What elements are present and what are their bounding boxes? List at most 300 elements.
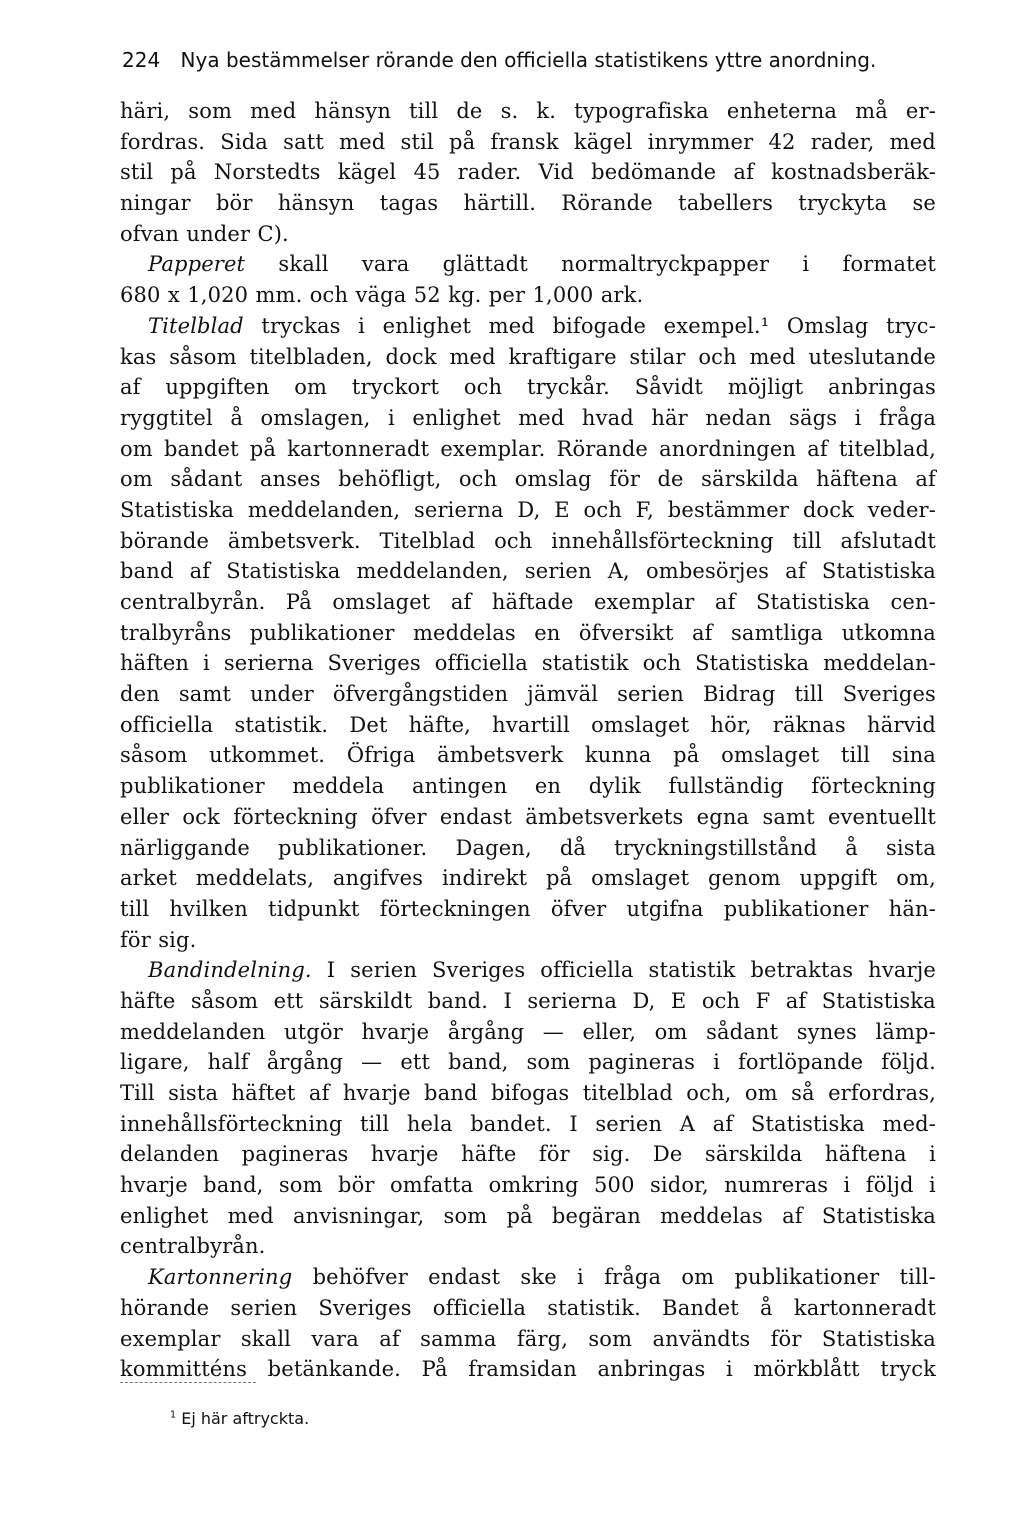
word: i <box>928 1173 936 1198</box>
word: här <box>651 405 688 430</box>
word: Dagen, <box>455 835 532 860</box>
word: tagas <box>379 191 439 216</box>
word: hvarje <box>120 1173 188 1198</box>
word: hör, <box>710 712 752 737</box>
text-line <box>120 863 936 894</box>
word: sägs <box>789 405 838 430</box>
word: bandet. <box>470 1111 552 1136</box>
word: typografiska <box>574 99 709 123</box>
word: så <box>791 1081 815 1105</box>
word: Sveriges <box>318 1295 412 1320</box>
word: hänsyn <box>277 191 355 216</box>
text-line <box>120 1293 936 1324</box>
word: för <box>770 1326 802 1351</box>
word: den <box>120 682 160 707</box>
text-line <box>120 1262 936 1293</box>
word: hörande <box>120 1295 210 1320</box>
word: förteckningen <box>379 896 531 921</box>
word: omslag <box>514 467 592 492</box>
word: omslaget <box>721 743 820 768</box>
word: sista <box>168 1081 219 1105</box>
word: för <box>120 927 151 952</box>
word: serien <box>524 559 592 584</box>
word: tryckår. <box>527 375 610 400</box>
paragraph-heading: Kartonnering <box>148 1265 293 1290</box>
word: 45 <box>413 160 441 185</box>
word: i <box>713 1050 720 1075</box>
word: På <box>285 590 312 614</box>
word: och <box>458 467 498 492</box>
word: om, <box>896 866 936 891</box>
word: i <box>929 1142 936 1167</box>
word: och <box>642 651 682 676</box>
text-line <box>120 618 936 649</box>
word: såsom <box>190 988 259 1013</box>
word: uteslutande <box>808 344 936 369</box>
word: kas <box>120 344 157 369</box>
word: publikationer <box>734 1265 880 1290</box>
word: sig. <box>158 927 197 952</box>
word: öfver <box>371 804 427 829</box>
text-line <box>120 710 936 741</box>
word: utgifna <box>626 896 704 921</box>
word: meddelanden <box>120 1019 266 1044</box>
text-line <box>120 925 936 956</box>
word: öfversikt <box>578 620 674 645</box>
word: Öfriga <box>346 743 416 768</box>
text-line <box>120 157 936 188</box>
word: band, <box>203 1173 264 1198</box>
word: ämbetsverk. <box>227 528 361 553</box>
word: I <box>569 1111 578 1136</box>
word: på <box>506 1203 533 1228</box>
page-number: 224 <box>122 48 161 72</box>
text-line <box>120 1170 936 1201</box>
word: under <box>186 221 251 246</box>
word: 1,000 <box>532 283 594 308</box>
word: med <box>227 1203 274 1228</box>
word: som <box>526 1050 571 1075</box>
word: en <box>534 620 561 645</box>
word: kunna <box>584 743 652 768</box>
word: må <box>855 99 888 123</box>
word: serierna <box>527 988 618 1013</box>
text-line <box>120 249 936 280</box>
word: Rörande <box>556 436 648 461</box>
word: Statistiska <box>226 559 341 584</box>
word: Sida <box>220 129 268 154</box>
word: innehållsförteckning <box>120 1111 343 1136</box>
word: vara <box>361 252 410 277</box>
word: rader, <box>810 129 875 154</box>
word: tryckas <box>261 313 341 338</box>
word: stilar <box>629 344 686 369</box>
word: tralbyråns <box>120 620 232 645</box>
word: kartonneradt <box>287 436 430 461</box>
word: tryck <box>880 1357 936 1382</box>
text-line <box>120 403 936 434</box>
word: s. <box>500 99 519 123</box>
word: antingen <box>411 774 508 799</box>
text-line <box>120 464 936 495</box>
word: af <box>120 375 141 400</box>
word: mm. <box>255 283 303 308</box>
word: 500 <box>594 1173 635 1198</box>
word: publikationer <box>249 620 395 645</box>
word: centralbyrån. <box>120 1234 266 1259</box>
word: meddelas <box>660 1203 763 1228</box>
word: af <box>692 620 713 645</box>
word: I <box>503 988 512 1013</box>
text-line <box>120 1139 936 1170</box>
word: härtill. <box>463 191 537 216</box>
word: under <box>250 682 314 707</box>
word: mörkblått <box>753 1357 860 1382</box>
word: sidor, <box>649 1173 709 1198</box>
word: i <box>577 1265 584 1290</box>
word: per <box>488 283 526 308</box>
running-title: Nya bestämmelser rörande den officiella statistikens yttre anordning. <box>180 48 877 72</box>
word: band <box>120 559 174 584</box>
text-line <box>120 587 936 618</box>
word: Bidrag <box>702 682 776 707</box>
word: titelblad, <box>838 436 936 461</box>
word: statistik <box>541 651 629 676</box>
word: meddela <box>292 774 385 799</box>
word: se <box>912 191 936 216</box>
word: förteckning <box>811 774 936 799</box>
text-line <box>120 833 936 864</box>
word: å <box>845 835 858 860</box>
word: statistik <box>648 958 736 983</box>
word: på <box>448 129 476 154</box>
word: utkomna <box>841 620 936 645</box>
word: ofvan <box>120 221 180 246</box>
word: Statistiska <box>821 1326 936 1351</box>
word: omslaget <box>332 590 431 614</box>
word: tryckyta <box>798 191 888 216</box>
word: af <box>785 988 807 1013</box>
word: om <box>120 467 153 492</box>
word: särskilda <box>704 1142 803 1167</box>
text-line <box>120 372 936 403</box>
text-line <box>120 1201 936 1232</box>
footnote <box>170 1409 309 1429</box>
word: exemplar <box>120 1326 221 1351</box>
word: bestämmer <box>667 497 790 522</box>
text-line <box>120 434 936 465</box>
word: Statistiska <box>821 1203 936 1228</box>
word: till <box>792 528 822 553</box>
word: för <box>609 467 641 492</box>
paragraph-heading: Bandindelning. <box>148 958 312 983</box>
word: å <box>230 405 244 430</box>
text-line <box>120 495 936 526</box>
word: kommitténs <box>120 1357 248 1382</box>
text-line <box>120 280 936 311</box>
word: fordras. <box>120 129 206 154</box>
word: med- <box>882 1111 936 1136</box>
word: enlighet <box>412 405 501 430</box>
word: till <box>409 99 439 123</box>
text-line <box>120 1324 936 1355</box>
word: tryckort <box>351 375 440 400</box>
word: Statistiska <box>821 559 936 584</box>
word: meddelanden, <box>247 497 401 522</box>
word: pagineras <box>588 1050 696 1075</box>
word: ett <box>400 1050 431 1075</box>
word: samtliga <box>730 620 824 645</box>
word: af <box>712 1111 734 1136</box>
word: Såvidt <box>634 375 704 400</box>
word: öfver <box>550 896 607 921</box>
word: Till <box>120 1081 155 1105</box>
word: omslagen, <box>260 405 371 430</box>
word: dock <box>802 497 854 522</box>
word: vara <box>311 1326 359 1351</box>
word: med <box>488 313 535 338</box>
word: sina <box>891 743 936 768</box>
word: Norstedts <box>213 160 321 185</box>
word: närliggande <box>120 835 250 860</box>
word: lämp- <box>875 1019 936 1044</box>
word: C). <box>257 221 289 246</box>
word: fråga <box>604 1265 662 1290</box>
word: centralbyrån. <box>120 590 266 614</box>
word: af <box>915 467 936 492</box>
word: kartonneradt <box>793 1295 936 1320</box>
word: publikationer <box>723 896 869 921</box>
word: ark. <box>600 283 644 308</box>
word: årgång <box>447 1019 525 1044</box>
word: ett <box>273 988 304 1013</box>
word: om <box>120 436 153 461</box>
text-line <box>120 127 936 158</box>
word: på <box>546 866 573 891</box>
word: innehållsförteckning <box>551 528 774 553</box>
word: eventuellt <box>827 804 936 829</box>
word: stil <box>120 160 154 185</box>
word: å <box>760 1295 773 1320</box>
word: och <box>701 988 741 1013</box>
word: fullständig <box>668 774 784 799</box>
word: Det <box>349 712 388 737</box>
word: och <box>309 283 349 308</box>
word: häfte <box>461 1142 517 1167</box>
text-line <box>120 802 936 833</box>
word: förteckning <box>233 804 358 829</box>
word: hvilken <box>169 896 248 921</box>
word: årgång <box>266 1050 344 1075</box>
word: anvisningar, <box>293 1203 425 1228</box>
word: öfvergångstiden <box>332 682 509 707</box>
word: samt <box>178 682 232 707</box>
word: inrymmer <box>647 129 754 154</box>
word: F <box>755 988 771 1013</box>
text-line <box>120 526 936 557</box>
word: till <box>120 896 150 921</box>
word: statistik. <box>547 1295 641 1320</box>
word: hvarje <box>361 1019 430 1044</box>
word: af <box>189 559 211 584</box>
word: i <box>726 1357 733 1382</box>
word: i <box>843 1173 851 1198</box>
paragraph-heading: Titelblad <box>148 313 244 338</box>
text-line <box>120 1078 936 1109</box>
running-header <box>122 48 942 72</box>
word: med <box>518 405 565 430</box>
word: omslaget <box>591 866 690 891</box>
word: 680 <box>120 283 161 308</box>
word: serien <box>595 1111 663 1136</box>
text-line <box>120 219 936 250</box>
word: i <box>802 252 810 277</box>
word: en <box>534 774 562 799</box>
word: utgör <box>284 1019 343 1044</box>
word: häftena <box>816 467 898 492</box>
word: sådant <box>706 1019 779 1044</box>
word: publikationer. <box>278 835 428 860</box>
word: ämbetsverkets <box>525 804 684 829</box>
word: samt <box>762 804 815 829</box>
word: kägel <box>337 160 397 185</box>
word: såsom <box>169 344 237 369</box>
word: omfatta <box>389 1173 474 1198</box>
word: glättadt <box>442 252 528 277</box>
word: hvarje <box>868 958 936 983</box>
word: exempel.¹ <box>663 313 770 338</box>
word: Omslag <box>786 313 869 338</box>
word: ryggtitel <box>120 405 213 430</box>
text-line <box>120 556 936 587</box>
word: Vid <box>538 160 574 185</box>
word: följd. <box>881 1050 936 1075</box>
word: kostnadsberäk- <box>771 160 936 185</box>
word: 42 <box>768 129 796 154</box>
text-line <box>120 342 936 373</box>
word: i <box>358 313 366 338</box>
word: med <box>449 344 496 369</box>
word: af <box>308 1081 330 1105</box>
word: fransk <box>490 129 559 154</box>
word: 52 <box>413 283 441 308</box>
word: anbringas <box>597 1357 706 1382</box>
word: jämväl <box>527 682 599 707</box>
word: serien <box>230 1295 298 1320</box>
word: angifves <box>332 866 424 891</box>
word: bör <box>215 191 253 216</box>
word: Rörande <box>561 191 653 216</box>
word: dylik <box>588 774 641 799</box>
word: häri, <box>120 99 171 123</box>
word: endast <box>439 804 512 829</box>
word: hvartill <box>492 712 570 737</box>
word: i <box>203 651 210 676</box>
word: Sveriges <box>432 958 526 983</box>
word: pagineras <box>241 1142 349 1167</box>
text-line <box>120 955 936 986</box>
word: omkring <box>488 1173 579 1198</box>
word: tabellers <box>678 191 773 216</box>
word: om <box>654 1019 688 1044</box>
text-line <box>120 648 936 679</box>
word: bifogade <box>552 313 647 338</box>
word: räknas <box>772 712 846 737</box>
word: eller <box>120 804 170 829</box>
word: formatet <box>842 252 936 277</box>
word: band. <box>427 988 489 1013</box>
word: ock <box>182 804 220 829</box>
word: Sveriges <box>842 682 936 707</box>
word: de <box>456 99 483 123</box>
word: Statistiska <box>695 651 810 676</box>
word: serierna <box>223 651 314 676</box>
word: användts <box>652 1326 751 1351</box>
word: bifogas <box>490 1081 570 1105</box>
word: enlighet <box>120 1203 209 1228</box>
word: och <box>463 375 503 400</box>
word: rader. <box>457 160 522 185</box>
word: till <box>794 682 824 707</box>
word: behöfligt, <box>338 467 442 492</box>
word: till <box>840 743 871 768</box>
word: numreras <box>724 1173 829 1198</box>
word: då <box>559 835 587 860</box>
word: häfte, <box>408 712 471 737</box>
word: bör <box>338 1173 375 1198</box>
word: som <box>278 1173 323 1198</box>
word: ombesörjes <box>645 559 770 584</box>
word: som <box>443 1203 488 1228</box>
word: bedömande <box>591 160 717 185</box>
word: som <box>588 1326 633 1351</box>
word: för <box>538 1142 570 1167</box>
word: er- <box>905 99 936 123</box>
word: eller, <box>582 1019 637 1044</box>
paragraph-heading: Papperet <box>148 252 246 277</box>
word: uppgiften <box>165 375 270 400</box>
word: härvid <box>866 712 936 737</box>
word: framsidan <box>468 1357 577 1382</box>
word: — <box>361 1050 383 1075</box>
word: officiella <box>120 712 214 737</box>
word: A, <box>607 559 630 584</box>
word: Statistiska <box>755 590 871 614</box>
footnote-marker: 1 <box>170 1409 177 1421</box>
word: egna <box>696 804 750 829</box>
word: officiella <box>540 958 634 983</box>
word: särskilda <box>701 467 799 492</box>
text-line <box>120 188 936 219</box>
word: med <box>749 344 796 369</box>
text-line <box>120 771 936 802</box>
word: skall <box>240 1326 292 1351</box>
word: sista <box>885 835 936 860</box>
word: k. <box>536 99 557 123</box>
word: sådant <box>170 467 243 492</box>
word: delanden <box>120 1142 220 1167</box>
text-line <box>120 1017 936 1048</box>
word: kraftigare <box>508 344 617 369</box>
word: ämbetsverk <box>437 743 564 768</box>
word: af <box>733 160 754 185</box>
word: som <box>188 99 233 123</box>
word: Statistiska <box>750 1111 865 1136</box>
word: serierna <box>413 497 504 522</box>
word: och <box>698 344 737 369</box>
word: häftade <box>491 590 574 614</box>
word: F, <box>635 497 654 522</box>
